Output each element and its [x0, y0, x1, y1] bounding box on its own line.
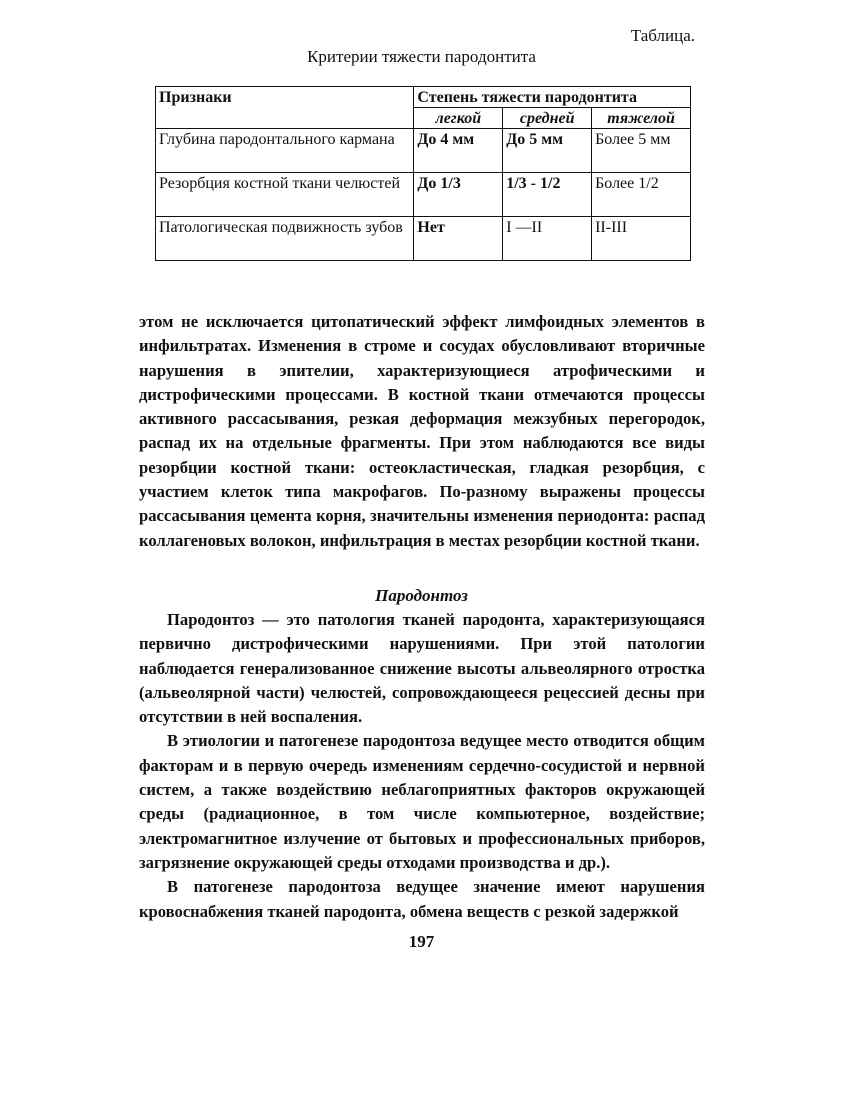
table-title: Критерии тяжести пародонтита [307, 47, 536, 66]
severity-criteria-table [155, 86, 691, 261]
table-row [156, 173, 691, 217]
cell-severe: Более 5 мм [592, 129, 691, 173]
cell-mild: До 1/3 [414, 173, 503, 217]
body-paragraph-group-2 [139, 608, 705, 924]
body-paragraph: Пародонтоз — это патология тканей пародонта, характеризующаяся первично дистрофическими нарушениями. При этой патологии наблюдается генерализованное снижение высоты альвеолярного отростка (альвеолярной части) челюстей, сопровождающееся рецессией десны при отсутствии в ней воспаления. [139, 610, 705, 727]
body-paragraph: этом не исключается цитопатический эффект лимфоидных элементов в инфильтратах. Изменения в строме и сосудах обусловливают вторичные нарушения в эпителии, характеризующиеся атрофическими и дистрофическими процессами. В костной ткани отмечаются процессы активного рассасывания, резкая деформация межзубных перегородок, распад их на отдельные фрагменты. При этом наблюдаются все виды резорбции костной ткани: остеокластическая, гладкая резорбция, с участием клеток типа макрофагов. По-разному выражены процессы рассасывания цемента корня, значительны изменения периодонта: распад коллагеновых волокон, инфильтрация в местах резорбции костной ткани. [139, 312, 705, 550]
cell-moderate: 1/3 - 1/2 [503, 173, 592, 217]
table-label: Таблица. [630, 26, 695, 45]
header-severity: Степень тяжести пародонтита [414, 87, 691, 108]
cell-moderate: I —II [503, 217, 592, 261]
cell-mild: Нет [414, 217, 503, 261]
cell-sign: Глубина пародонтального кармана [156, 129, 414, 173]
cell-severe: Более 1/2 [592, 173, 691, 217]
header-signs: Признаки [156, 87, 414, 129]
header-severe: тяжелой [592, 108, 691, 129]
table-row [156, 129, 691, 173]
cell-sign: Резорбция костной ткани челюстей [156, 173, 414, 217]
cell-mild: До 4 мм [414, 129, 503, 173]
body-paragraph: В этиологии и патогенезе пародонтоза ведущее место отводится общим факторам и в первую очередь изменениям сердечно-сосудистой и нервной систем, а также воздействию неблагоприятных факторов окружающей среды (радиационное, в том числе компьютерное, воздействие; электромагнитное излучение от бытовых и профессиональных приборов, загрязнение окружающей среды отходами производства и др.). [139, 731, 705, 872]
body-paragraph-group-1 [139, 310, 705, 553]
cell-sign: Патологическая подвижность зубов [156, 217, 414, 261]
body-paragraph: В патогенезе пародонтоза ведущее значение имеют нарушения кровоснабжения тканей пародонта, обмена веществ с резкой задержкой [139, 877, 705, 921]
header-moderate: средней [503, 108, 592, 129]
header-mild: легкой [414, 108, 503, 129]
page-number: 197 [408, 932, 435, 951]
table-header-row [156, 87, 691, 108]
cell-severe: II-III [592, 217, 691, 261]
cell-moderate: До 5 мм [503, 129, 592, 173]
table-row [156, 217, 691, 261]
section-heading: Пародонтоз [375, 586, 468, 605]
